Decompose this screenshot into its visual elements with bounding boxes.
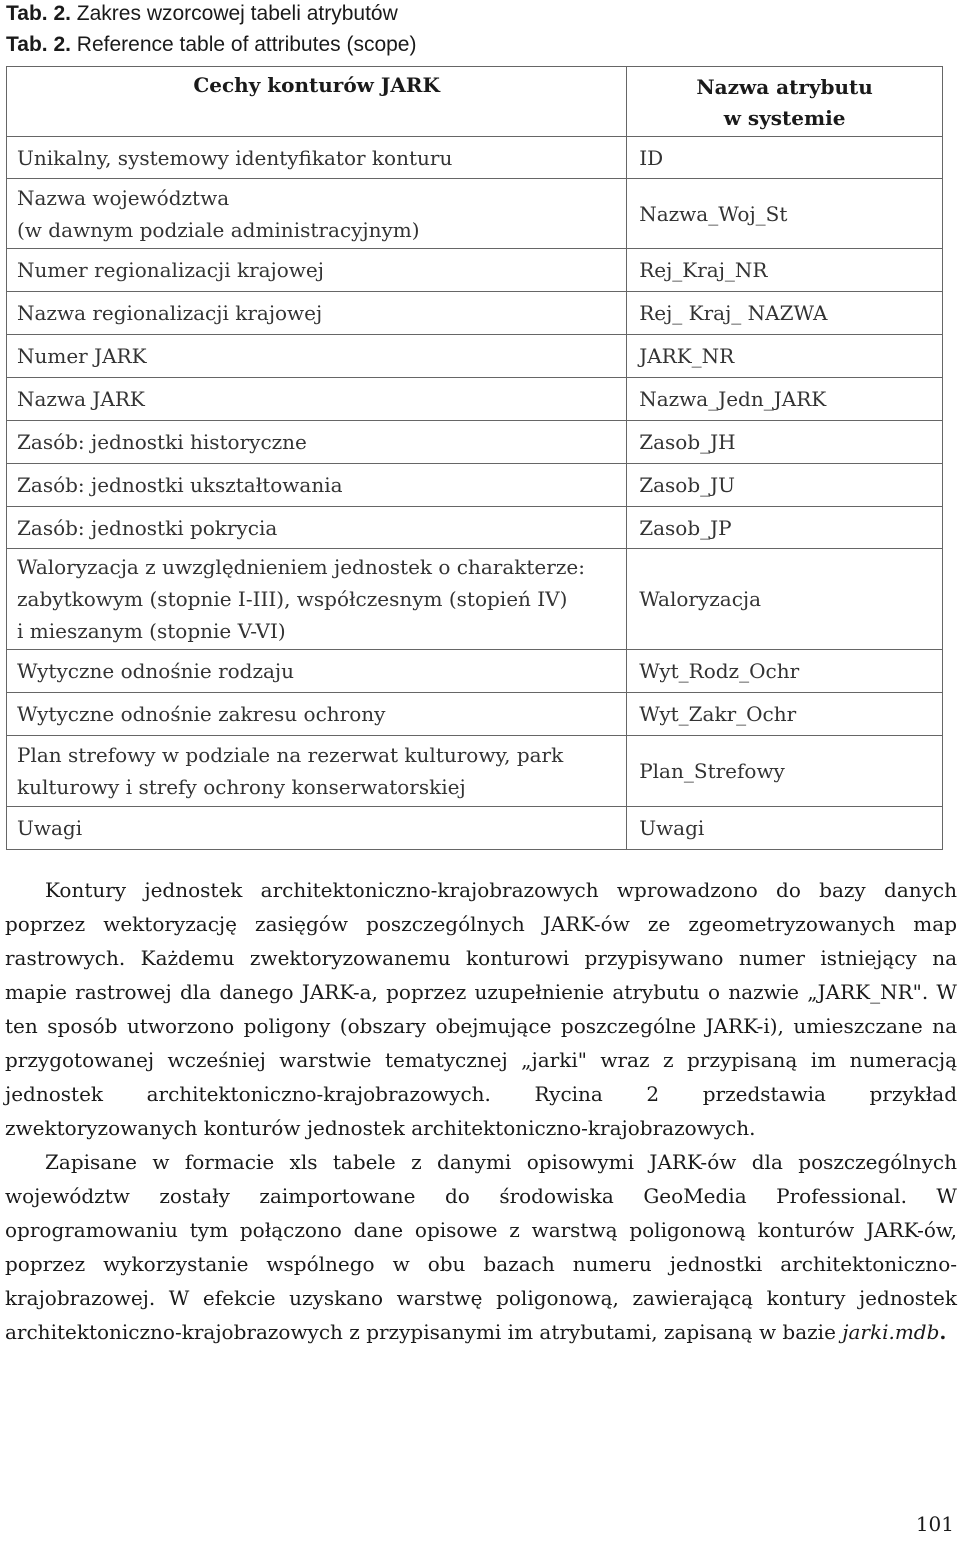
feature-cell: Numer JARK (7, 335, 627, 378)
table-row (7, 335, 943, 378)
table-caption-polish (6, 0, 398, 28)
feature-cell: Unikalny, systemowy identyfikator konturu (7, 137, 627, 179)
paragraph: Kontury jednostek architektoniczno-krajobrazowych wprowadzono do bazy danych poprzez wektoryzację zasięgów poszczególnych JARK-ów ze zgeometryzowanych map rastrowych. Każdemu zwektoryzowanemu konturowi przypisywano numer istniejący na mapie rastrowej dla danego JARK-a, poprzez uzupełnienie atrybutu o nazwie „JARK_NR". W ten sposób utworzono poligony (obszary obejmujące poszczególne JARK-i), umieszczane na przygotowanej wcześniej warstwie tematycznej „jarki" wraz z przypisaną im numeracją jednostek architektoniczno-krajobrazowych. Rycina 2 przedstawia przykład zwektoryzowanych konturów jednostek architektoniczno-krajobrazowych. (5, 878, 957, 1140)
attribute-cell: Rej_ Kraj_ NAZWA (627, 292, 943, 335)
table-label: Tab. 2. (6, 2, 71, 25)
table-row (7, 249, 943, 292)
table-header-row (7, 67, 943, 137)
table-row (7, 650, 943, 693)
table-row (7, 378, 943, 421)
caption-text: Zakres wzorcowej tabeli atrybutów (70, 2, 398, 25)
feature-cell: Zasób: jednostki pokrycia (7, 507, 627, 549)
table-row (7, 179, 943, 249)
attribute-cell: Wyt_Rodz_Ochr (627, 650, 943, 693)
attribute-cell: Zasob_JP (627, 507, 943, 549)
feature-cell: Nazwa JARK (7, 378, 627, 421)
attribute-cell: JARK_NR (627, 335, 943, 378)
attribute-cell: Rej_Kraj_NR (627, 249, 943, 292)
table-row (7, 549, 943, 650)
table-row (7, 736, 943, 807)
attribute-cell: Nazwa_Jedn_JARK (627, 378, 943, 421)
attribute-cell: Wyt_Zakr_Ochr (627, 693, 943, 736)
table-row (7, 807, 943, 850)
attribute-cell: Uwagi (627, 807, 943, 850)
attribute-cell: Zasob_JH (627, 421, 943, 464)
table-body (7, 137, 943, 850)
feature-cell: Plan strefowy w podziale na rezerwat kulturowy, park kulturowy i strefy ochrony konserwatorskiej (7, 736, 627, 807)
attribute-cell: Nazwa_Woj_St (627, 179, 943, 249)
feature-cell: Uwagi (7, 807, 627, 850)
table-row (7, 292, 943, 335)
feature-cell: Nazwa województwa (w dawnym podziale administracyjnym) (7, 179, 627, 249)
file-name: jarki.mdb (842, 1320, 940, 1344)
body-text (5, 873, 957, 1349)
feature-cell: Wytyczne odnośnie zakresu ochrony (7, 693, 627, 736)
feature-cell: Zasób: jednostki historyczne (7, 421, 627, 464)
table-row (7, 693, 943, 736)
attribute-cell: ID (627, 137, 943, 179)
attribute-cell: Zasob_JU (627, 464, 943, 507)
table-row (7, 507, 943, 549)
table-row (7, 137, 943, 179)
attribute-cell: Plan_Strefowy (627, 736, 943, 807)
attributes-table (6, 66, 943, 850)
feature-cell: Wytyczne odnośnie rodzaju (7, 650, 627, 693)
page-number: 101 (915, 1512, 954, 1536)
table-row (7, 421, 943, 464)
feature-cell: Nazwa regionalizacji krajowej (7, 292, 627, 335)
caption-text: Reference table of attributes (scope) (70, 33, 417, 56)
table-row (7, 464, 943, 507)
paragraph: Zapisane w formacie xls tabele z danymi opisowymi JARK-ów dla poszczególnych województw zostały zaimportowane do środowiska GeoMedia Professional. W oprogramowaniu tym połączono dane opisowe z warstwą poligonową konturów JARK-ów, poprzez wykorzystanie wspólnego w obu bazach numeru jednostki architektoniczno-krajobrazowej. W efekcie uzyskano warstwę poligonową, zawierającą kontury jednostek architektoniczno-krajobrazowych z przypisanymi im atrybutami, zapisaną w bazie jarki.mdb. (5, 1150, 957, 1344)
feature-cell: Numer regionalizacji krajowej (7, 249, 627, 292)
header-features: Cechy konturów JARK (7, 67, 627, 137)
table-label: Tab. 2. (6, 33, 71, 56)
feature-cell: Zasób: jednostki ukształtowania (7, 464, 627, 507)
attribute-cell: Waloryzacja (627, 549, 943, 650)
feature-cell: Waloryzacja z uwzględnieniem jednostek o charakterze: zabytkowym (stopnie I-III), współczesnym (stopień IV) i mieszanym (stopnie V-VI) (7, 549, 627, 650)
table-caption-english (6, 31, 416, 59)
header-attribute-name: Nazwa atrybutu w systemie (627, 67, 943, 137)
